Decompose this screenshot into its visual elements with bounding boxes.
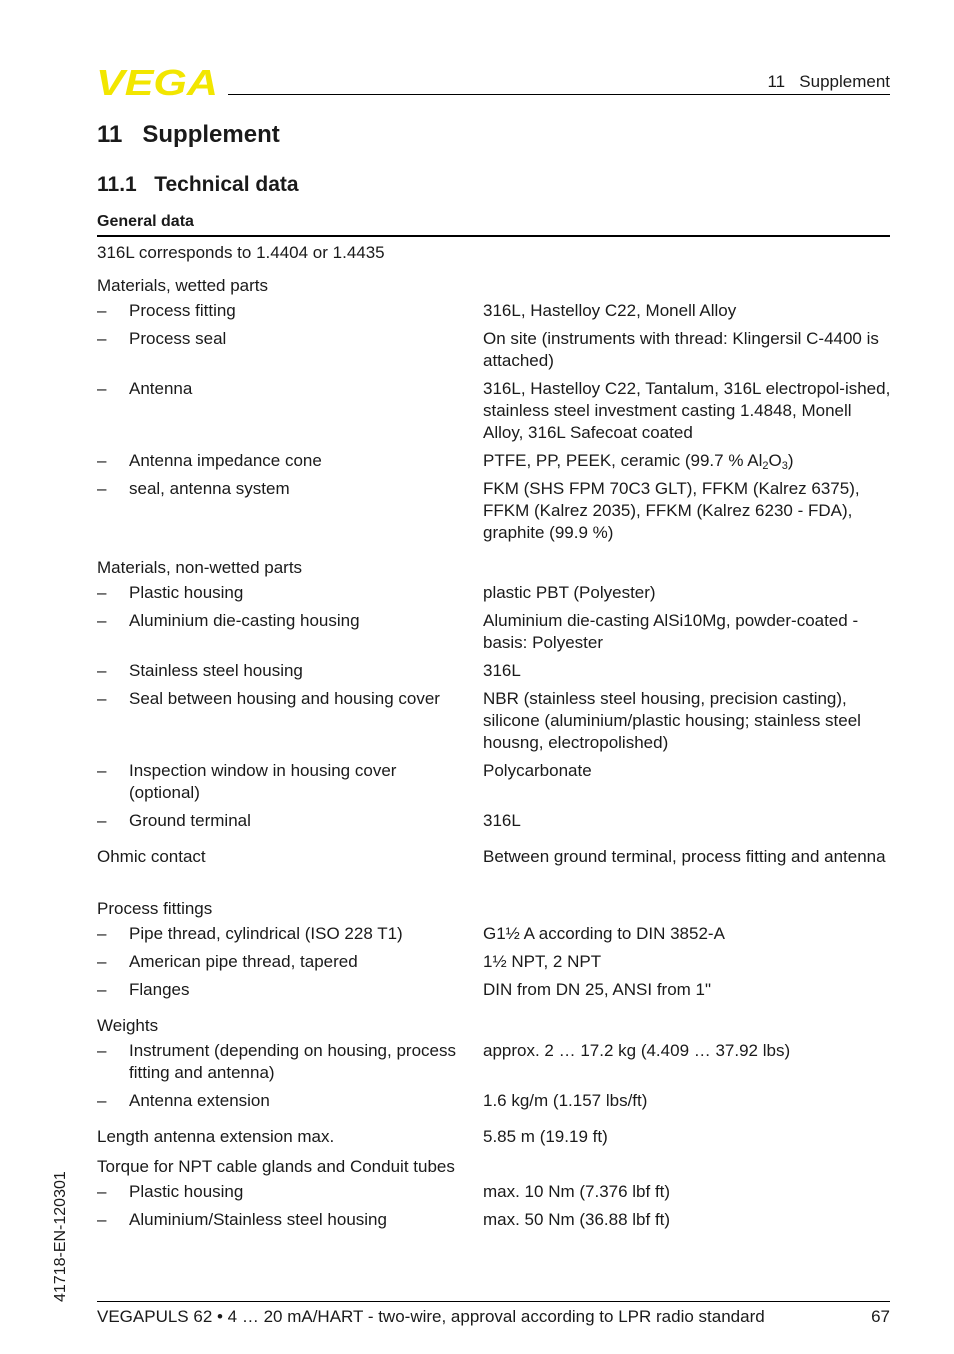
spec-value: max. 50 Nm (36.88 lbf ft) xyxy=(483,1210,671,1229)
dash-bullet: – xyxy=(97,379,107,398)
spec-value: NBR (stainless steel housing, precision casting), silicone (aluminium/plastic housing; stainless steel housng, electropolished) xyxy=(483,689,861,752)
spec-value: On site (instruments with thread: Klingersil C-4400 is attached) xyxy=(483,329,879,370)
dash-bullet: – xyxy=(97,761,107,780)
spec-sublabel: Ground terminal xyxy=(129,811,251,830)
spec-value: 316L xyxy=(483,661,521,680)
dash-bullet: – xyxy=(97,611,107,630)
page-title: 11 Supplement xyxy=(97,121,280,148)
page-number: 67 xyxy=(871,1307,890,1326)
dash-bullet: – xyxy=(97,952,107,971)
spec-label: Materials, wetted parts xyxy=(97,276,269,295)
spec-value: DIN from DN 25, ANSI from 1" xyxy=(483,980,712,999)
spec-label: Weights xyxy=(97,1016,159,1035)
dash-bullet: – xyxy=(97,451,107,470)
spec-value: Polycarbonate xyxy=(483,761,592,780)
spec-label: Ohmic contact xyxy=(97,847,206,866)
spec-label: 316L corresponds to 1.4404 or 1.4435 xyxy=(97,243,385,262)
group-title: General data xyxy=(97,213,194,230)
spec-value: FKM (SHS FPM 70C3 GLT), FFKM (Kalrez 6375), FFKM (Kalrez 2035), FFKM (Kalrez 6230 - FDA), graphite (99.9 %) xyxy=(483,479,860,542)
dash-bullet: – xyxy=(97,301,107,320)
dash-bullet: – xyxy=(97,583,107,602)
spec-sublabel: Seal between housing and housing cover xyxy=(129,689,440,708)
spec-sublabel: Pipe thread, cylindrical (ISO 228 T1) xyxy=(129,924,403,943)
spec-label: Torque for NPT cable glands and Conduit tubes xyxy=(97,1157,455,1176)
spec-sublabel: Antenna xyxy=(129,379,193,398)
spec-value: Between ground terminal, process fitting and antenna xyxy=(483,847,886,866)
dash-bullet: – xyxy=(97,1210,107,1229)
group-rule xyxy=(97,235,890,237)
dash-bullet: – xyxy=(97,479,107,498)
spec-sublabel: Antenna extension xyxy=(129,1091,270,1110)
spec-sublabel: Instrument (depending on housing, process fitting and antenna) xyxy=(129,1041,456,1082)
dash-bullet: – xyxy=(97,661,107,680)
spec-value: 316L, Hastelloy C22, Tantalum, 316L electropol-ished, stainless steel investment casting 1.4848, Monell Alloy, 316L Safecoat coated xyxy=(483,379,891,442)
section-title: 11.1 Technical data xyxy=(97,173,299,196)
spec-sublabel: seal, antenna system xyxy=(129,479,290,498)
spec-sublabel: Aluminium/Stainless steel housing xyxy=(129,1210,387,1229)
spec-value: max. 10 Nm (7.376 lbf ft) xyxy=(483,1182,671,1201)
spec-value: Aluminium die-casting AlSi10Mg, powder-coated - basis: Polyester xyxy=(483,611,859,652)
spec-sublabel: Process seal xyxy=(129,329,227,348)
spec-value: PTFE, PP, PEEK, ceramic (99.7 % $Al_2O_3$) xyxy=(483,451,794,472)
spec-label: Materials, non-wetted parts xyxy=(97,558,303,577)
spec-value: 316L xyxy=(483,811,521,830)
spec-value: 1½ NPT, 2 NPT xyxy=(483,952,602,971)
spec-value: approx. 2 … 17.2 kg (4.409 … 37.92 lbs) xyxy=(483,1041,791,1060)
svg-text:VEGA: VEGA xyxy=(96,66,218,98)
header-section-label: 11 Supplement xyxy=(767,72,890,91)
spec-label: Process fittings xyxy=(97,899,213,918)
spec-sublabel: Stainless steel housing xyxy=(129,661,303,680)
spec-sublabel: Antenna impedance cone xyxy=(129,451,322,470)
dash-bullet: – xyxy=(97,811,107,830)
spec-value: 1.6 kg/m (1.157 lbs/ft) xyxy=(483,1091,648,1110)
spec-sublabel: Aluminium die-casting housing xyxy=(129,611,360,630)
header-rule xyxy=(228,94,890,95)
spec-value: plastic PBT (Polyester) xyxy=(483,583,656,602)
spec-sublabel: Plastic housing xyxy=(129,583,244,602)
footer-text: VEGAPULS 62 • 4 … 20 mA/HART - two-wire, approval according to LPR radio standard xyxy=(97,1307,765,1326)
spec-sublabel: Process fitting xyxy=(129,301,236,320)
dash-bullet: – xyxy=(97,1182,107,1201)
footer-rule xyxy=(97,1301,890,1302)
dash-bullet: – xyxy=(97,329,107,348)
spec-label: Length antenna extension max. xyxy=(97,1127,335,1146)
spec-sublabel: American pipe thread, tapered xyxy=(129,952,358,971)
dash-bullet: – xyxy=(97,1091,107,1110)
spec-value: 316L, Hastelloy C22, Monell Alloy xyxy=(483,301,737,320)
dash-bullet: – xyxy=(97,689,107,708)
dash-bullet: – xyxy=(97,980,107,999)
spec-sublabel: Inspection window in housing cover (optional) xyxy=(129,761,397,802)
spec-value: G1½ A according to DIN 3852-A xyxy=(483,924,725,943)
dash-bullet: – xyxy=(97,1041,107,1060)
spec-sublabel: Plastic housing xyxy=(129,1182,244,1201)
vega-logo xyxy=(96,66,220,98)
spec-value: 5.85 m (19.19 ft) xyxy=(483,1127,608,1146)
document-code: 41718-EN-120301 xyxy=(52,1171,69,1302)
dash-bullet: – xyxy=(97,924,107,943)
spec-sublabel: Flanges xyxy=(129,980,190,999)
